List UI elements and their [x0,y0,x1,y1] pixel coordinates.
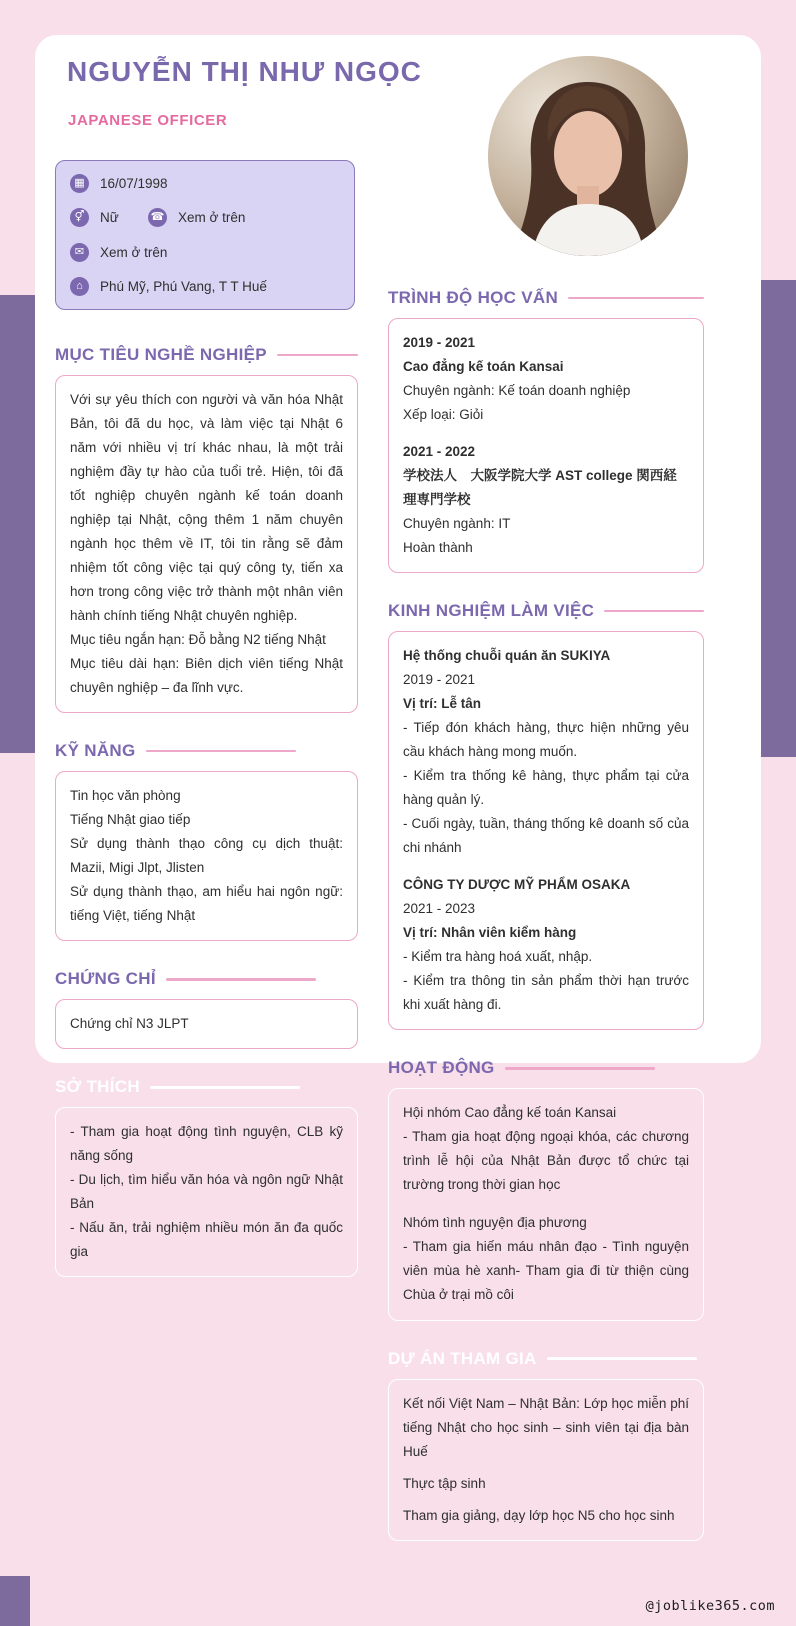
projects-heading-text: DỰ ÁN THAM GIA [388,1348,537,1368]
experience-entry [403,644,689,860]
heading-rule [150,1086,300,1089]
contact-card [55,160,355,310]
candidate-name: NGUYỄN THỊ NHƯ NGỌC [67,56,422,87]
job-title: JAPANESE OFFICER [68,112,228,129]
decor-band-bottom-left [0,1576,30,1626]
hobbies-heading-text: SỞ THÍCH [55,1077,140,1097]
contact-dob: 16/07/1998 [100,176,168,191]
certificate-item: Chứng chỉ N3 JLPT [70,1016,189,1032]
skills-heading [55,741,358,761]
skill-item: Sử dụng thành thạo công cụ dịch thuật: Mazii, Migi Jlpt, Jlisten [70,836,343,876]
activity-group [403,1101,689,1197]
experience-box [388,631,704,1030]
experience-entry [403,873,689,1017]
skill-item: Tin học văn phòng [70,788,181,804]
calendar-icon: ▦ [70,174,89,193]
profile-photo-image [488,56,688,256]
contact-row-email [70,243,340,262]
objective-short-term: Mục tiêu ngắn hạn: Đỗ bằng N2 tiếng Nhật [70,632,326,648]
contact-address: Phú Mỹ, Phú Vang, T T Huế [100,278,267,294]
hobbies-box [55,1107,358,1277]
education-grade: Xếp loại: Giỏi [403,407,484,423]
experience-bullet: - Kiểm tra thông tin sản phẩm thời hạn trước khi xuất hàng đi. [403,973,689,1013]
hobby-item: - Nấu ăn, trải nghiệm nhiều món ăn đa quốc gia [70,1220,343,1260]
profile-photo [488,56,688,256]
skills-heading-text: KỸ NĂNG [55,741,136,761]
experience-bullet: - Kiểm tra thống kê hàng, thực phẩm tại cửa hàng quản lý. [403,768,689,808]
decor-band-right [761,280,796,757]
phone-icon: ☎ [148,208,167,227]
education-school: 学校法人 大阪学院大学 AST college 関西経理専門学校 [403,468,677,508]
heading-rule [547,1357,697,1360]
heading-rule [166,978,316,981]
education-status: Hoàn thành [403,540,473,556]
experience-bullet: - Cuối ngày, tuần, tháng thống kê doanh số của chi nhánh [403,816,689,856]
activity-title: Hội nhóm Cao đẳng kế toán Kansai [403,1105,617,1121]
decor-band-left [0,295,36,753]
skills-box [55,771,358,941]
watermark: @joblike365.com [645,1598,775,1614]
education-heading-text: TRÌNH ĐỘ HỌC VẤN [388,288,559,307]
experience-role: Vị trí: Lễ tân [403,696,482,712]
project-line: Tham gia giảng, dạy lớp học N5 cho học sinh [403,1507,675,1523]
education-entry [403,440,689,560]
home-icon: ⌂ [70,277,89,296]
activity-group [403,1211,689,1307]
hobby-item: - Tham gia hoạt động tình nguyện, CLB kỹ năng sống [70,1124,343,1164]
project-line: Kết nối Việt Nam – Nhật Bản: Lớp học miễn phí tiếng Nhật cho học sinh – sinh viên tại địa bàn Huế [403,1395,689,1459]
right-column [388,288,704,1541]
activities-box [388,1088,704,1320]
education-box [388,318,704,573]
education-major: Chuyên ngành: Kế toán doanh nghiệp [403,383,631,399]
objective-box [55,375,358,713]
education-major: Chuyên ngành: IT [403,516,511,532]
contact-email: Xem ở trên [100,244,168,260]
experience-bullet: - Kiểm tra hàng hoá xuất, nhập. [403,949,593,965]
mail-icon: ✉ [70,243,89,262]
skill-item: Tiếng Nhật giao tiếp [70,812,191,828]
education-period: 2021 - 2022 [403,444,476,460]
experience-period: 2019 - 2021 [403,672,476,688]
heading-rule [146,750,296,753]
contact-gender: Nữ [100,210,119,226]
activity-title: Nhóm tình nguyện địa phương [403,1215,587,1231]
education-school: Cao đẳng kế toán Kansai [403,359,564,375]
heading-rule [568,297,704,300]
certificates-heading [55,969,358,989]
hobbies-heading [55,1077,358,1097]
heading-rule [604,610,704,613]
projects-heading [388,1349,704,1369]
heading-rule [505,1067,655,1070]
activity-line: - Tham gia hoạt động ngoại khóa, các chương trình lễ hội của Nhật Bản được tổ chức tại trường trong thời gian học [403,1129,689,1193]
experience-period: 2021 - 2023 [403,901,476,917]
education-heading [388,288,704,308]
heading-rule [277,354,358,357]
contact-row-gender-phone [70,208,340,227]
education-entry [403,331,689,427]
contact-row-dob [70,174,340,193]
experience-company: CÔNG TY DƯỢC MỸ PHẨM OSAKA [403,877,631,893]
gender-icon: ⚥ [70,208,89,227]
left-column [55,345,358,1277]
experience-role: Vị trí: Nhân viên kiểm hàng [403,925,577,941]
activities-heading-text: HOẠT ĐỘNG [388,1058,495,1078]
experience-heading [388,601,704,621]
activities-heading [388,1058,704,1078]
objective-paragraph: Với sự yêu thích con người và văn hóa Nhật Bản, tôi đã du học, và làm việc tại Nhật 6 năm với nhiều vị trí khác nhau, là một trải nghiệm đầy tự hào của tuổi trẻ. Hiện, tôi đã tốt nghiệp chuyên ngành kế toán doanh nghiệp tại Nhật, cộng thêm 1 năm chuyên ngành học thêm về IT, tôi tin rằng sẽ đảm nhiệm tốt công việc tại quý công ty, tiến xa hơn trong công việc trở thành một nhân viên hành chính tiếng Nhật chuyên nghiệp. [70,392,343,624]
hobby-item: - Du lịch, tìm hiểu văn hóa và ngôn ngữ Nhật Bản [70,1172,343,1212]
objective-heading [55,345,358,365]
experience-bullet: - Tiếp đón khách hàng, thực hiện những yêu cầu khách hàng mong muốn. [403,720,689,760]
experience-heading-text: KINH NGHIỆM LÀM VIỆC [388,601,595,621]
objective-long-term: Mục tiêu dài hạn: Biên dịch viên tiếng Nhật chuyên nghiệp – đa lĩnh vực. [70,656,343,696]
certificates-box [55,999,358,1049]
objective-heading-text: MỤC TIÊU NGHỀ NGHIỆP [55,345,267,364]
projects-box [388,1379,704,1541]
skill-item: Sử dụng thành thạo, am hiểu hai ngôn ngữ: tiếng Việt, tiếng Nhật [70,884,343,924]
certificates-heading-text: CHỨNG CHỈ [55,969,156,989]
education-period: 2019 - 2021 [403,335,476,350]
contact-phone: Xem ở trên [178,210,246,226]
project-line: Thực tập sinh [403,1475,486,1491]
activity-line: - Tham gia hiến máu nhân đạo - Tình nguyện viên mùa hè xanh- Tham gia đi từ thiện cùng Chùa ở trại mồ côi [403,1239,689,1303]
contact-row-address [70,277,340,296]
experience-company: Hệ thống chuỗi quán ăn SUKIYA [403,648,611,664]
